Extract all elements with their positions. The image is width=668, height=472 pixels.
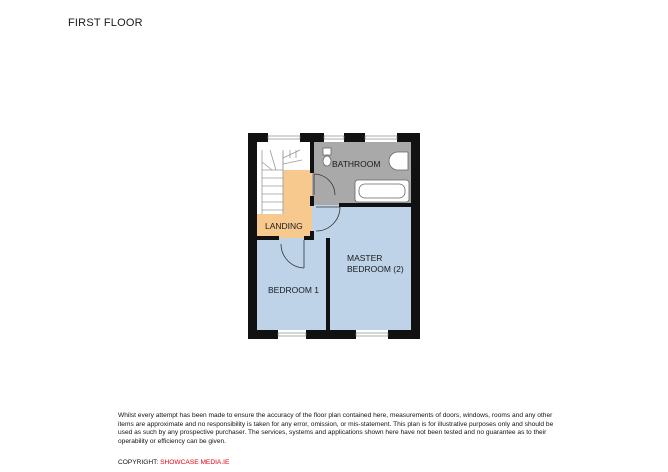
bedroom1-label: BEDROOM 1: [268, 285, 320, 295]
sink-icon: [389, 152, 408, 170]
master-bedroom-label-line2: BEDROOM (2): [347, 264, 404, 274]
copyright-brand: SHOWCASE MEDIA.IE: [160, 459, 230, 466]
bathtub-icon: [355, 180, 409, 202]
bathroom-label: BATHROOM: [332, 159, 381, 169]
copyright-line: [118, 459, 229, 466]
floor-title: FIRST FLOOR: [68, 17, 143, 29]
landing-label: LANDING: [265, 221, 303, 231]
toilet-icon: [323, 148, 331, 166]
disclaimer-text: Whilst every attempt has been made to ensure the accuracy of the floor plan contained here, measurements of doors, windows, rooms and any other items are approximate and no responsibility is taken for any error, omission, or mis-statement. This plan is for illustrative purposes only and should be used as such by any prospective purchaser. The services, systems and applications shown here have not been tested and no guarantee as to their operability or efficiency can be given.: [118, 412, 554, 445]
copyright-prefix: COPYRIGHT:: [118, 459, 161, 466]
master-bedroom-label-line1: MASTER: [347, 253, 383, 263]
